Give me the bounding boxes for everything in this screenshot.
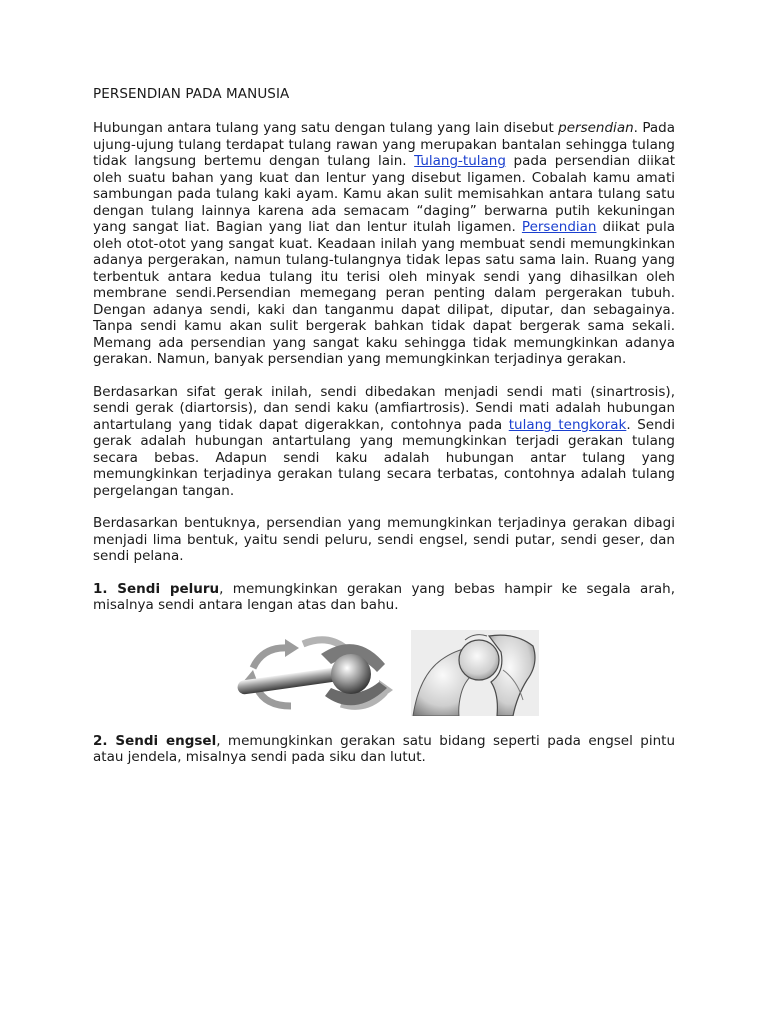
item-label: 1. Sendi peluru	[93, 580, 220, 597]
paragraph-shapes: Berdasarkan bentuknya, persendian yang memungkinkan terjadinya gerakan dibagi menjadi lima bentuk, yaitu sendi peluru, sendi engsel, sendi putar, sendi geser, dan sendi pelana.	[93, 515, 675, 564]
item-text: , memungkinkan gerakan yang bebas hampir ke segala arah, misalnya sendi antara lengan atas dan bahu.	[93, 580, 675, 613]
link-persendian[interactable]: Persendian	[521, 219, 597, 235]
list-item-sendi-engsel	[93, 733, 675, 766]
list-item-sendi-peluru	[93, 581, 675, 614]
paragraph-text: . Pada ujung-ujung tulang terdapat tulang rawan yang merupakan bantalan sehingga tulang tidak langsung bertemu dengan tulang lain.	[93, 120, 675, 169]
paragraph-text: pada persendian diikat oleh suatu bahan yang kuat dan lentur yang disebut ligamen. Cobalah kamu amati sambungan pada tulang kaki ayam. Kamu akan sulit memisahkan antara tulang satu dengan tulang lainnya karena ada semacam “daging” berwarna putih kekuningan yang sangat liat. Bagian yang liat dan lentur itulah ligamen.	[93, 153, 676, 235]
ball-joint-illustration	[233, 630, 539, 716]
paragraph-text: . Sendi gerak adalah hubungan antartulang yang memungkinkan terjadi gerakan tulang secara bebas. Adapun sendi kaku adalah hubungan antar tulang yang memungkinkan terjadinya gerakan tulang secara terbatas, contohnya adalah tulang pergelangan tangan.	[93, 416, 675, 499]
paragraph-types	[93, 384, 675, 500]
link-tulang-tulang[interactable]: Tulang-tulang	[414, 153, 506, 169]
emphasis-term: persendian	[558, 120, 634, 136]
item-label: 2. Sendi engsel	[93, 732, 217, 749]
link-tulang-tengkorak[interactable]: tulang tengkorak	[508, 416, 627, 433]
paragraph-text: diikat pula oleh otot-otot yang sangat kuat. Keadaan inilah yang membuat sendi memungkinkan adanya pergerakan, namun tulang-tulangnya tidak lepas satu sama lain. Ruang yang terbentuk antara kedua tulang itu terisi oleh minyak sendi yang dihasilkan oleh membrane sendi.Persendian memegang peran penting dalam pergerakan tubuh. Dengan adanya sendi, kaki dan tanganmu dapat dilipat, diputar, dan sebagainya. Tanpa sendi kamu akan sulit bergerak bahkan tidak dapat bergerak sama sekali. Memang ada persendian yang sangat kaku sehingga tidak memungkinkan adanya gerakan. Namun, banyak persendian yang memungkinkan terjadinya gerakan.	[93, 219, 675, 367]
paragraph-intro	[93, 120, 675, 368]
document-body	[93, 86, 675, 782]
paragraph-text: Hubungan antara tulang yang satu dengan tulang yang lain disebut	[93, 120, 559, 136]
paragraph-text: Berdasarkan sifat gerak inilah, sendi dibedakan menjadi sendi mati (sinartrosis), sendi gerak (diartorsis), dan sendi kaku (amfiartrosis). Sendi mati adalah hubungan antartulang yang tidak dapat digerakkan, contohnya pada	[93, 383, 675, 433]
item-text: , memungkinkan gerakan satu bidang seperti pada engsel pintu atau jendela, misalnya sendi pada siku dan lutut.	[93, 732, 676, 765]
page-title: PERSENDIAN PADA MANUSIA	[93, 86, 290, 102]
